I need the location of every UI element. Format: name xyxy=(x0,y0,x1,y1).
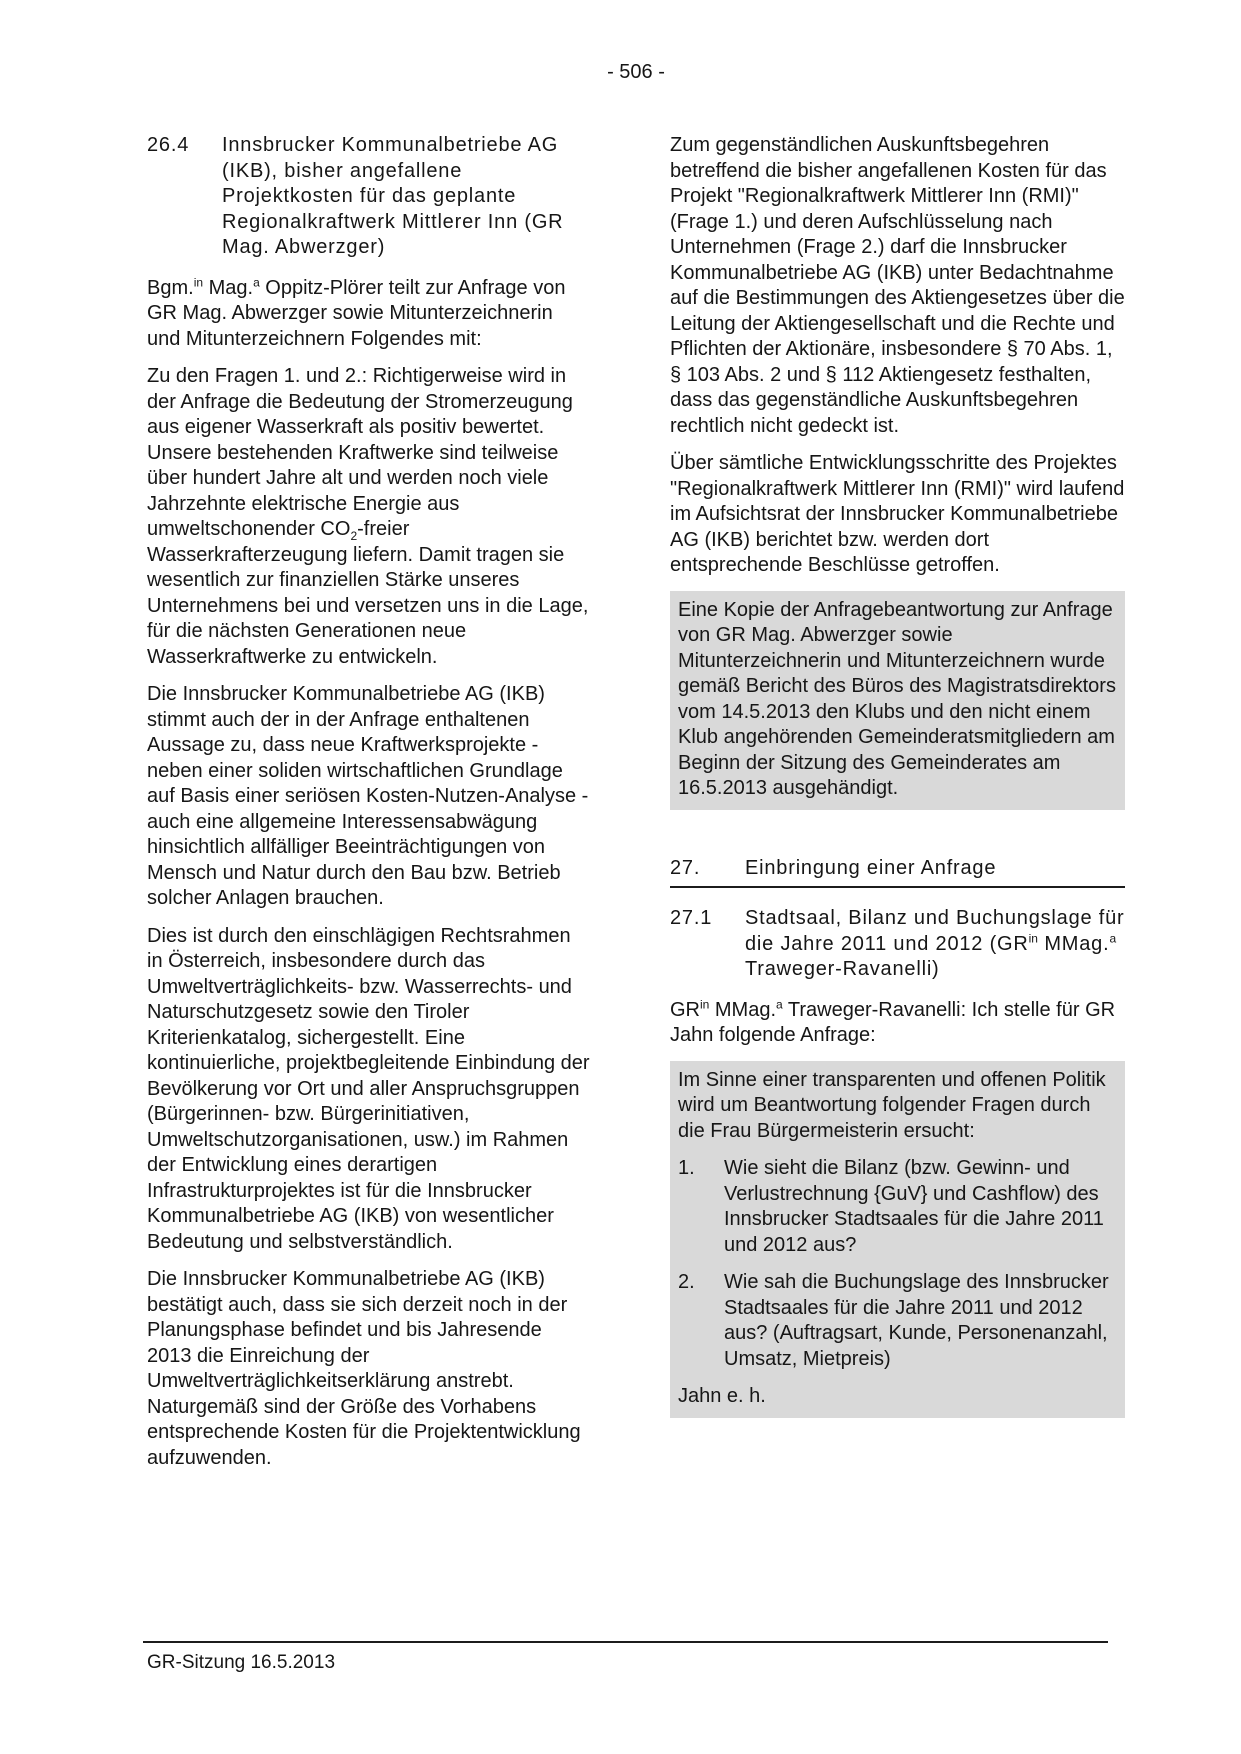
paragraph-traweger-statement: $GR^{in}$ MMag.$^a$ Traweger-Ravanelli: Ich stelle für GR Jahn folgende Anfrage: xyxy=(670,996,1116,1046)
page-number: - 506 - xyxy=(607,61,665,83)
paragraph-auskunftsbegehren: Zum gegenständlichen Auskunftsbegehren betreffend die bisher angefallenen Kosten für das Projekt "Regionalkraftwerk Mittlerer Inn (RMI)" (Frage 1.) und deren Aufschlüsselung nach Unternehmen (Frage 2.) darf die Innsbrucker Kommunalbetriebe AG (IKB) unter Bedachtnahme auf die Bestimmungen des Aktiengesetzes über die Leitung der Aktiengesellschaft und die Rechte und Pflichten der Aktionäre, insbesondere § 70 Abs. 1, § 103 Abs. 2 und § 112 Aktiengesetz festhalten, dass das gegenständliche Auskunftsbegehren rechtlich nicht gedeckt ist. xyxy=(670,134,1125,437)
note-box-anfragebeantwortung xyxy=(670,591,1125,810)
paragraph-zustimmung: Die Innsbrucker Kommunalbetriebe AG (IKB) stimmt auch der in der Anfrage enthaltenen Aussage zu, dass neue Kraftwerksprojekte - neben einer soliden wirtschaftlichen Grundlage auf Basis einer seriösen Kosten-Nutzen-Analyse - auch eine allgemeine Interessensabwägung hinsichtlich allfälliger Beeinträchtigungen von Mensch und Natur durch den Bau bzw. Betrieb solcher Anlagen brauchen. xyxy=(147,683,589,909)
anfrage-box-intro: Im Sinne einer transparenten und offenen Politik wird um Beantwortung folgender Fragen durch die Frau Bürgermeisterin ersucht: xyxy=(678,1068,1106,1142)
section-heading-26-4 xyxy=(147,133,590,261)
section-number-27: 27. xyxy=(670,856,701,879)
footer-divider xyxy=(143,1641,1108,1643)
anfrage-item-1 xyxy=(678,1156,1117,1258)
anfrage-item-2-number: 2. xyxy=(678,1271,695,1293)
anfrage-box xyxy=(670,1061,1125,1418)
section-heading-27 xyxy=(670,856,1125,889)
anfrage-item-1-text: Wie sieht die Bilanz (bzw. Gewinn- und Verlustrechnung {GuV} und Cashflow) des Innsbrucker Stadtsaales für die Jahre 2011 und 2012 aus? xyxy=(724,1157,1104,1256)
paragraph-entwicklungsschritte: Über sämtliche Entwicklungsschritte des Projektes "Regionalkraftwerk Mittlerer Inn (RMI)" wird laufend im Aufsichtsrat der Innsbrucker Kommunalbetriebe AG (IKB) berichtet bzw. werden dort entsprechende Beschlüsse getroffen. xyxy=(670,452,1125,576)
paragraph-planungsphase: Die Innsbrucker Kommunalbetriebe AG (IKB) bestätigt auch, dass sie sich derzeit noch in der Planungsphase befindet und bis Jahresende 2013 die Einreichung der Umweltverträglichkeitserklärung anstrebt. Naturgemäß sind der Größe des Vorhabens entsprechende Kosten für die Projektentwicklung aufzuwenden. xyxy=(147,1268,581,1469)
section-number-26-4: 26.4 xyxy=(147,134,190,156)
anfrage-item-2-text: Wie sah die Buchungslage des Innsbrucker Stadtsaales für die Jahre 2011 und 2012 aus? (Auftragsart, Kunde, Personenanzahl, Umsatz, Mietpreis) xyxy=(724,1271,1109,1370)
anfrage-item-2 xyxy=(678,1270,1117,1372)
section-title-27: Einbringung einer Anfrage xyxy=(745,856,997,879)
note-box-text: Eine Kopie der Anfragebeantwortung zur Anfrage von GR Mag. Abwerzger sowie Mitunterzeichnerin und Mitunterzeichnern wurde gemäß Bericht des Büros des Magistratsdirektors vom 14.5.2013 den Klubs und den nicht einem Klub angehörenden Gemeinderatsmitgliedern am Beginn der Sitzung des Gemeinderates am 16.5.2013 ausgehändigt. xyxy=(678,598,1116,799)
paragraph-rechtsrahmen: Dies ist durch den einschlägigen Rechtsrahmen in Österreich, insbesondere durch das Umweltverträglichkeits- bzw. Wasserrechts- und Naturschutzgesetz sowie den Tiroler Kriterienkatalog, sichergestellt. Eine kontinuierliche, projektbegleitende Einbindung der Bevölkerung vor Ort und aller Anspruchsgruppen (Bürgerinnen- bzw. Bürgerinitiativen, Umweltschutzorganisationen, usw.) im Rahmen der Entwicklung eines derartigen Infrastrukturprojektes ist für die Innsbrucker Kommunalbetriebe AG (IKB) von wesentlicher Bedeutung und selbstverständlich. xyxy=(147,924,590,1253)
section-title-26-4: Innsbrucker Kommunalbetriebe AG (IKB), bisher angefallene Projektkosten für das geplante Regionalkraftwerk Mittlerer Inn (GR Mag. Abwerzger) xyxy=(222,134,564,258)
section-title-27-1: Stadtsaal, Bilanz und Buchungslage für die Jahre 2011 und 2012 ($GR^{in}$ MMag.$^a$ Traweger-Ravanelli) xyxy=(745,907,1125,980)
section-heading-27-1 xyxy=(670,906,1125,983)
right-column xyxy=(670,133,1125,1430)
content-columns xyxy=(147,133,1125,1483)
section-number-27-1: 27.1 xyxy=(670,907,713,929)
paragraph-bgm-intro: Bgm.$^{in}$ Mag.$^a$ Oppitz-Plörer teilt zur Anfrage von GR Mag. Abwerzger sowie Mitunterzeichnerin und Mitunterzeichnern Folgendes mit: xyxy=(147,274,566,350)
paragraph-fragen-1-2: Zu den Fragen 1. und 2.: Richtigerweise wird in der Anfrage die Bedeutung der Stromerzeugung aus eigener Wasserkraft als positiv bewertet. Unsere bestehenden Kraftwerke sind teilweise über hundert Jahre alt und werden noch viele Jahrzehnte elektrische Energie aus umweltschonender $CO_2$-freier Wasserkrafterzeugung liefern. Damit tragen sie wesentlich zur finanziellen Stärke unseres Unternehmens bei und versetzen uns in die Lage, für die nächsten Generationen neue Wasserkraftwerke zu entwickeln. xyxy=(147,365,589,668)
anfrage-signature: Jahn e. h. xyxy=(678,1385,766,1407)
left-column xyxy=(147,133,590,1483)
footer-session-label: GR-Sitzung 16.5.2013 xyxy=(147,1652,336,1673)
anfrage-item-1-number: 1. xyxy=(678,1157,695,1179)
